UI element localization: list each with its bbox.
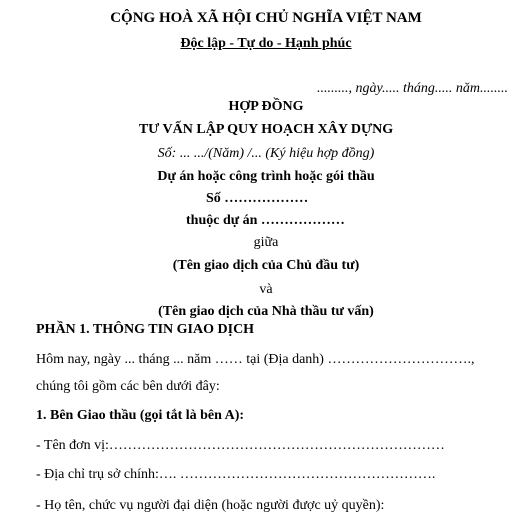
- field-address: - Địa chỉ trụ sở chính:…. ……………………………………………….: [36, 467, 436, 482]
- contract-title: HỢP ĐỒNG: [228, 99, 304, 114]
- intro-line: Hôm nay, ngày ... tháng ... năm …… tại (Địa danh) ………………………….,: [36, 352, 475, 367]
- project-line: Dự án hoặc công trình hoặc gói thầu: [157, 169, 375, 184]
- between-label: giữa: [253, 235, 279, 250]
- motto: Độc lập - Tự do - Hạnh phúc: [180, 36, 352, 51]
- belongs-to-project: thuộc dự án ………………: [186, 213, 345, 228]
- contract-subtitle: TƯ VẤN LẬP QUY HOẠCH XÂY DỰNG: [138, 122, 394, 137]
- consultant-name: (Tên giao dịch của Nhà thầu tư vấn): [158, 304, 374, 319]
- intro-line-2: chúng tôi gồm các bên dưới đây:: [36, 379, 220, 394]
- field-unit-name: - Tên đơn vị:………………………………………………………………: [36, 438, 445, 453]
- field-representative: - Họ tên, chức vụ người đại diện (hoặc người được uỷ quyền):: [36, 498, 385, 513]
- date-line: ........., ngày..... tháng..... năm........: [317, 81, 508, 96]
- project-number: Số ………………: [206, 191, 309, 206]
- section1-heading: PHẦN 1. THÔNG TIN GIAO DỊCH: [36, 322, 255, 337]
- nation-heading: CỘNG HOÀ XÃ HỘI CHỦ NGHĨA VIỆT NAM: [110, 10, 422, 26]
- contract-number: Số: ... .../(Năm) /... (Ký hiệu hợp đồng): [157, 146, 375, 161]
- investor-name: (Tên giao dịch của Chủ đầu tư): [172, 258, 360, 273]
- and-label: và: [259, 282, 273, 297]
- party-a-heading: 1. Bên Giao thầu (gọi tắt là bên A):: [36, 408, 245, 423]
